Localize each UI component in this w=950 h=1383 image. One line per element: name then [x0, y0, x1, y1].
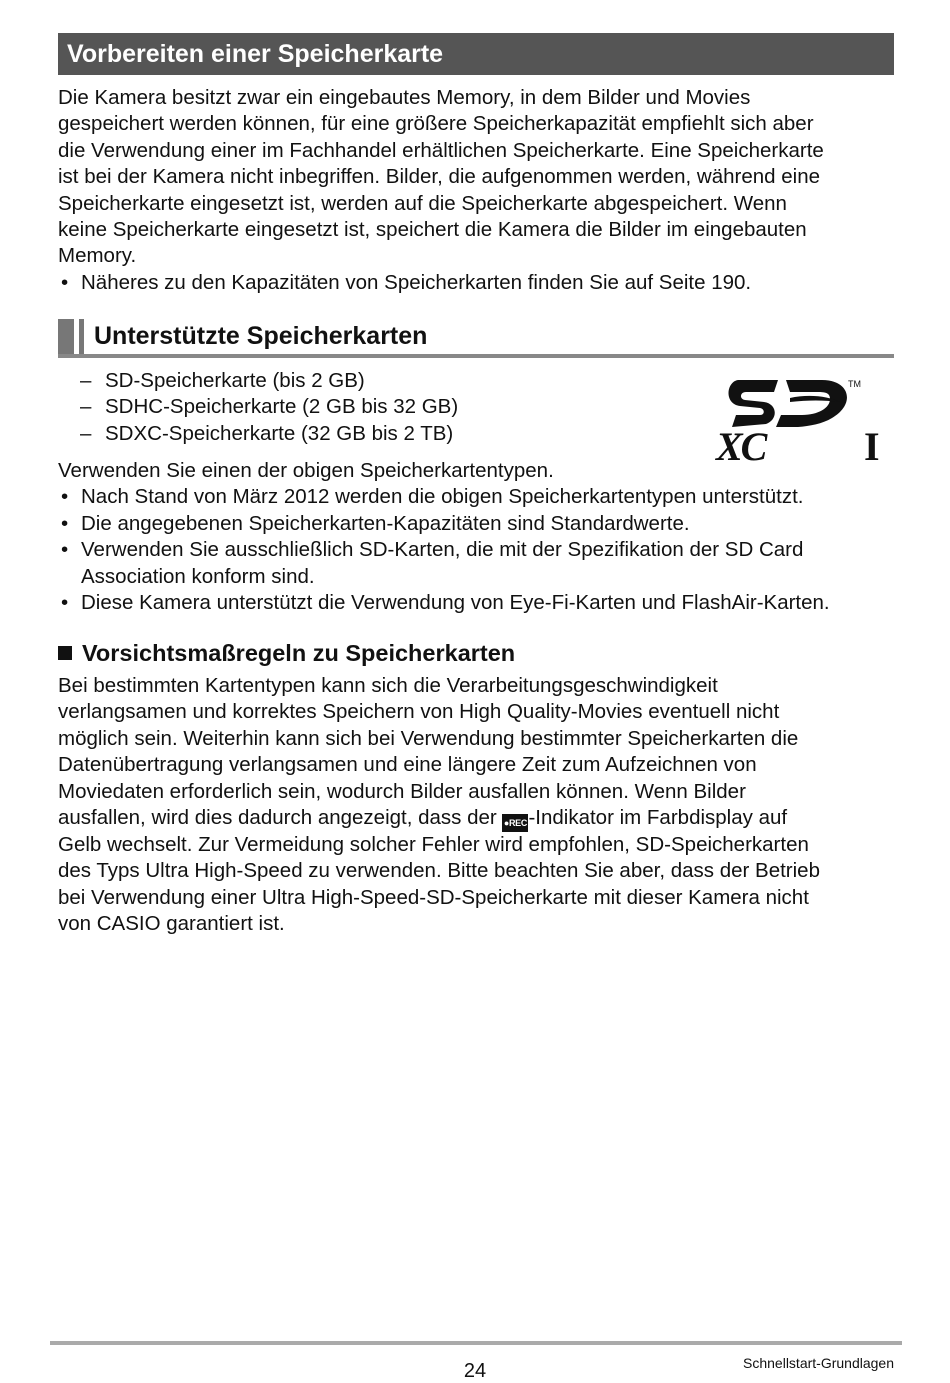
text-line: Memory.	[58, 244, 137, 268]
text-line: keine Speicherkarte eingesetzt ist, speichert die Kamera die Bilder im eingebauten	[58, 218, 807, 242]
capacity-note: • Näheres zu den Kapazitäten von Speicherkarten finden Sie auf Seite 190.	[58, 270, 898, 296]
text-line: des Typs Ultra High-Speed zu verwenden. Bitte beachten Sie aber, dass der Betrieb	[58, 859, 820, 883]
sdxc-logo	[712, 372, 894, 464]
note-item	[58, 590, 898, 616]
card-type-list	[80, 368, 640, 447]
note-line: • Diese Kamera unterstützt die Verwendung von Eye-Fi-Karten und FlashAir-Karten.	[81, 591, 830, 615]
text-line	[58, 805, 898, 832]
sd-logo-s	[729, 380, 779, 427]
text-line: Moviedaten erforderlich sein, wodurch Bilder ausfallen können. Wenn Bilder	[58, 779, 746, 803]
section-title: Vorbereiten einer Speicherkarte	[58, 33, 894, 75]
trademark-mark: TM	[848, 379, 861, 389]
uhs-class-mark: I	[864, 424, 880, 464]
square-bullet-icon	[58, 646, 72, 660]
text-line: von CASIO garantiert ist.	[58, 912, 285, 936]
text-line: ist bei der Kamera nicht inbegriffen. Bilder, die aufgenommen werden, während eine	[58, 165, 820, 189]
note-line: Association konform sind.	[81, 564, 315, 588]
list-item: – SD-Speicherkarte (bis 2 GB)	[80, 368, 640, 394]
rec-indicator-icon: ●REC	[502, 814, 528, 832]
text-line: möglich sein. Weiterhin kann sich bei Verwendung bestimmter Speicherkarten die	[58, 726, 799, 750]
precautions-heading	[58, 638, 515, 668]
list-item: – SDXC-Speicherkarte (32 GB bis 2 TB)	[80, 421, 640, 447]
supported-notes	[58, 458, 898, 616]
subsection-title: Unterstützte Speicherkarten	[94, 322, 428, 350]
page-number: 24	[463, 1360, 487, 1382]
text-line: Gelb wechselt. Zur Vermeidung solcher Fehler wird empfohlen, SD-Speicherkarten	[58, 833, 809, 857]
supported-cards-heading	[58, 318, 894, 358]
note-line: • Nach Stand von März 2012 werden die obigen Speicherkartentypen unterstützt.	[81, 485, 804, 509]
text-line: gespeichert werden können, für eine größere Speicherkapazität empfiehlt sich aber	[58, 112, 814, 136]
text-line: verlangsamen und korrektes Speichern von High Quality-Movies eventuell nicht	[58, 700, 780, 724]
heading-underline	[58, 354, 894, 358]
precautions-title: Vorsichtsmaßregeln zu Speicherkarten	[82, 640, 516, 666]
text-line: Bei bestimmten Kartentypen kann sich die Verarbeitungsgeschwindigkeit	[58, 674, 718, 697]
heading-bar	[58, 319, 74, 356]
text-line: Die Kamera besitzt zwar ein eingebautes Memory, in dem Bilder und Movies	[58, 86, 751, 109]
footer-rule	[50, 1341, 902, 1345]
instruction-text: Verwenden Sie einen der obigen Speicherkartentypen.	[58, 459, 554, 482]
text-line: Datenübertragung verlangsamen und eine längere Zeit zum Aufzeichnen von	[58, 753, 757, 777]
note-item	[58, 511, 898, 537]
note-item	[58, 484, 898, 510]
text-line: bei Verwendung einer Ultra High-Speed-SD-Speicherkarte mit dieser Kamera nicht	[58, 885, 809, 909]
indicator-line-start: ausfallen, wird dies dadurch angezeigt, dass der	[58, 806, 503, 830]
xc-mark: XC	[716, 424, 766, 464]
note-item	[58, 537, 898, 590]
heading-bar	[79, 319, 84, 356]
note-line: • Die angegebenen Speicherkarten-Kapazitäten sind Standardwerte.	[81, 511, 690, 535]
chapter-label: Schnellstart-Grundlagen	[743, 1355, 894, 1371]
note-line: • Verwenden Sie ausschließlich SD-Karten, die mit der Spezifikation der SD Card	[81, 538, 804, 562]
text-line: Speicherkarte eingesetzt ist, werden auf die Speicherkarte abgespeichert. Wenn	[58, 191, 787, 215]
list-item: – SDHC-Speicherkarte (2 GB bis 32 GB)	[80, 394, 640, 420]
precautions-paragraph	[58, 673, 898, 938]
sd-logo-d	[776, 380, 847, 427]
text-line: die Verwendung einer im Fachhandel erhältlichen Speicherkarte. Eine Speicherkarte	[58, 138, 824, 162]
indicator-line-end: -Indikator im Farbdisplay auf	[528, 806, 788, 830]
intro-paragraph	[58, 85, 898, 296]
